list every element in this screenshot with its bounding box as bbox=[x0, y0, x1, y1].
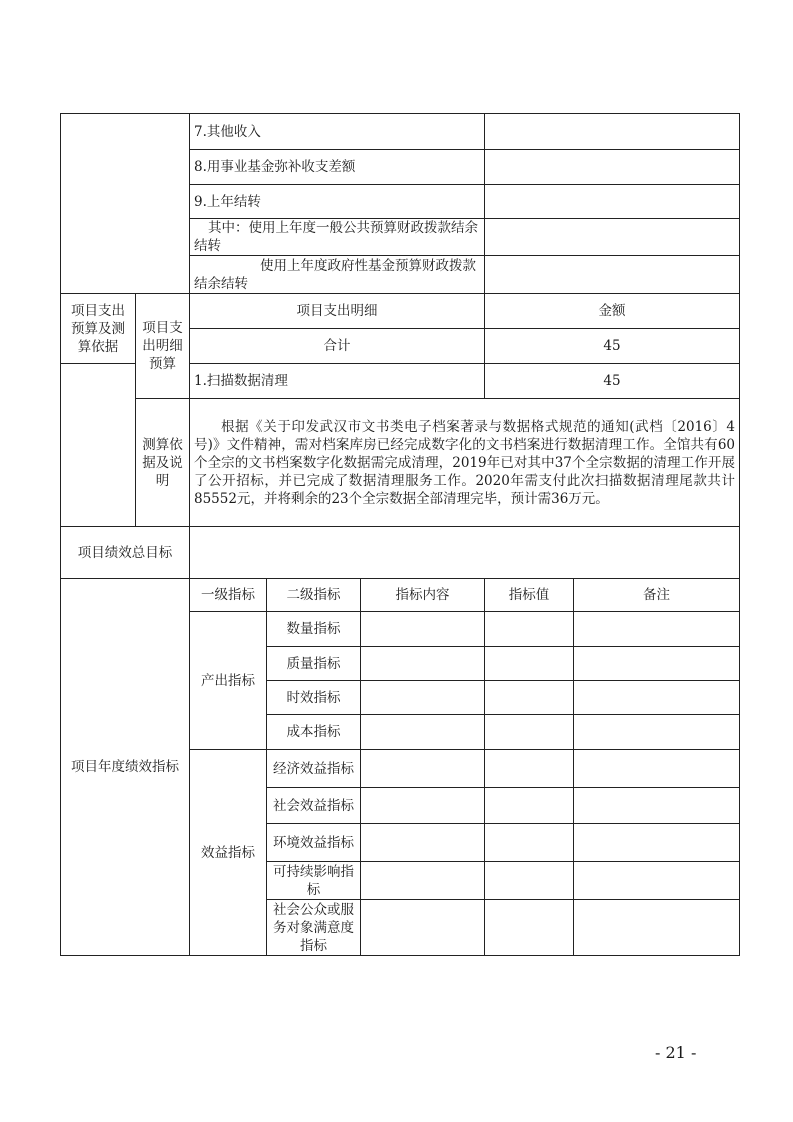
indicator-value bbox=[485, 750, 574, 788]
indicator-value bbox=[485, 647, 574, 681]
detail-column-header: 项目支出明细 bbox=[190, 294, 485, 329]
income-row-value bbox=[485, 219, 740, 256]
income-row-label: 使用上年度政府性基金预算财政拨款结余结转 bbox=[190, 256, 485, 294]
income-left-blank bbox=[61, 114, 190, 294]
amount-column-header: 金额 bbox=[485, 294, 740, 329]
basis-text: 根据《关于印发武汉市文书类电子档案著录与数据格式规范的通知(武档〔2016〕4号)》文件精神，需对档案库房已经完成数字化的文书档案进行数据清理工作。全馆共有60个全宗的文书档案数字化数据需完成清理，2019年已对其中37个全宗数据的清理工作开展了公开招标，并已完成了数据清理服务工作。2020年需支付此次扫描数据清理尾款共计85552元，并将剩余的23个全宗数据全部清理完毕，预计需36万元。 bbox=[190, 399, 740, 527]
output-label: 产出指标 bbox=[190, 612, 267, 750]
indicator-content bbox=[361, 647, 485, 681]
indicator-value bbox=[485, 612, 574, 647]
indicator-content bbox=[361, 900, 485, 956]
indicator-remark bbox=[574, 715, 740, 750]
income-row-value bbox=[485, 185, 740, 219]
indicator-name: 社会效益指标 bbox=[267, 788, 361, 824]
indicator-name: 成本指标 bbox=[267, 715, 361, 750]
indicator-value bbox=[485, 824, 574, 862]
perf-goal-value bbox=[190, 527, 740, 579]
indicator-name: 数量指标 bbox=[267, 612, 361, 647]
basis-row bbox=[61, 399, 740, 527]
content-header: 指标内容 bbox=[361, 579, 485, 612]
indicator-remark bbox=[574, 824, 740, 862]
indicator-name: 环境效益指标 bbox=[267, 824, 361, 862]
level2-header: 二级指标 bbox=[267, 579, 361, 612]
page-number: - 21 - bbox=[655, 1043, 697, 1062]
indicator-content bbox=[361, 715, 485, 750]
detail-budget-label: 项目支出明细预算 bbox=[136, 294, 190, 399]
total-value: 45 bbox=[485, 329, 740, 364]
indicator-remark bbox=[574, 862, 740, 900]
income-row-value bbox=[485, 150, 740, 185]
income-row-label: 7.其他收入 bbox=[190, 114, 485, 150]
indicator-header-row bbox=[61, 579, 740, 612]
income-row-value bbox=[485, 114, 740, 150]
income-row-label: 8.用事业基金弥补收支差额 bbox=[190, 150, 485, 185]
budget-header-row bbox=[61, 294, 740, 329]
budget-section-blank bbox=[61, 364, 136, 527]
indicator-content bbox=[361, 824, 485, 862]
perf-goal-label: 项目绩效总目标 bbox=[61, 527, 190, 579]
indicator-remark bbox=[574, 612, 740, 647]
indicator-value bbox=[485, 715, 574, 750]
indicator-name: 经济效益指标 bbox=[267, 750, 361, 788]
indicator-content bbox=[361, 788, 485, 824]
level1-header: 一级指标 bbox=[190, 579, 267, 612]
indicator-name: 质量指标 bbox=[267, 647, 361, 681]
budget-section-label: 项目支出预算及测算依据 bbox=[61, 294, 136, 364]
indicator-remark bbox=[574, 647, 740, 681]
indicator-content bbox=[361, 681, 485, 715]
benefit-label: 效益指标 bbox=[190, 750, 267, 956]
income-row-label: 9.上年结转 bbox=[190, 185, 485, 219]
perf-annual-label: 项目年度绩效指标 bbox=[61, 579, 190, 956]
indicator-remark bbox=[574, 900, 740, 956]
indicator-value bbox=[485, 900, 574, 956]
indicator-value bbox=[485, 681, 574, 715]
total-label: 合计 bbox=[190, 329, 485, 364]
budget-item-label: 1.扫描数据清理 bbox=[190, 364, 485, 399]
indicator-name: 可持续影响指标 bbox=[267, 862, 361, 900]
indicator-remark bbox=[574, 750, 740, 788]
budget-table bbox=[60, 113, 740, 956]
indicator-content bbox=[361, 750, 485, 788]
basis-label: 测算依据及说明 bbox=[136, 399, 190, 527]
indicator-name: 时效指标 bbox=[267, 681, 361, 715]
income-row-label: 其中：使用上年度一般公共预算财政拨款结余结转 bbox=[190, 219, 485, 256]
perf-goal-row bbox=[61, 527, 740, 579]
indicator-content bbox=[361, 862, 485, 900]
budget-item-value: 45 bbox=[485, 364, 740, 399]
indicator-remark bbox=[574, 788, 740, 824]
remark-header: 备注 bbox=[574, 579, 740, 612]
income-row bbox=[61, 114, 740, 150]
indicator-value bbox=[485, 862, 574, 900]
indicator-name: 社会公众或服务对象满意度指标 bbox=[267, 900, 361, 956]
income-row-value bbox=[485, 256, 740, 294]
value-header: 指标值 bbox=[485, 579, 574, 612]
indicator-content bbox=[361, 612, 485, 647]
indicator-value bbox=[485, 788, 574, 824]
indicator-remark bbox=[574, 681, 740, 715]
